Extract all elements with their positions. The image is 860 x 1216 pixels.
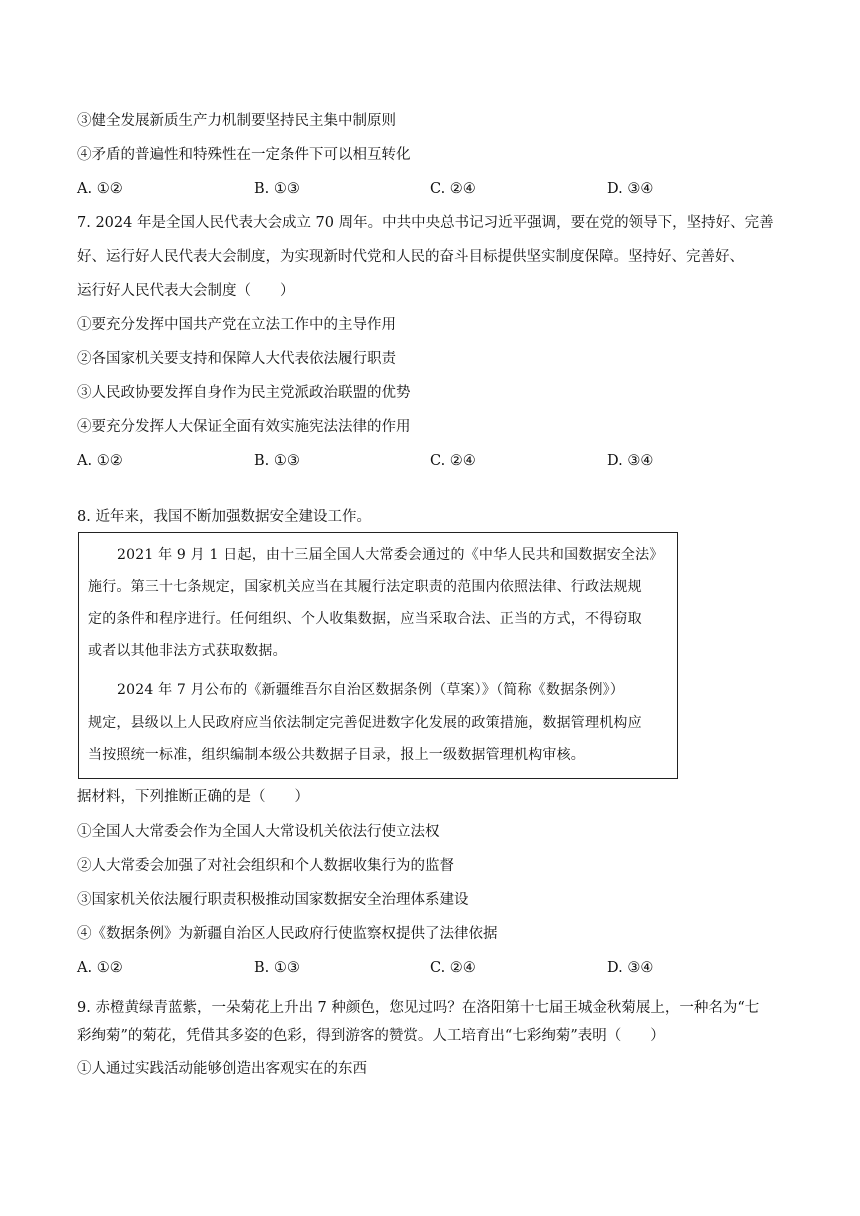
option-d: D. ③④ [607,960,654,976]
q8-question: 据材料，下列推断正确的是（ ） [77,789,309,805]
q8-item-4: ④《数据条例》为新疆自治区人民政府行使监察权提供了法律依据 [77,926,498,942]
option-b: B. ①③ [254,960,300,976]
material-para2-line1: 2024 年 7 月公布的《新疆维吾尔自治区数据条例（草案）》（简称《数据条例》） [117,682,625,698]
q7-item-4: ④要充分发挥人大保证全面有效实施宪法法律的作用 [77,419,411,435]
material-para1-line4: 或者以其他非法方式获取数据。 [88,643,287,659]
option-a: A. ①② [77,453,123,469]
q7-stem-line-1: 7. 2024 年是全国人民代表大会成立 70 周年。中共中央总书记习近平强调，要在党的领导下，坚持好、完善 [77,215,774,231]
q8-stem: 8. 近年来，我国不断加强数据安全建设工作。 [77,509,371,525]
option-a: A. ①② [77,181,123,197]
q6-item-4: ④矛盾的普遍性和特殊性在一定条件下可以相互转化 [77,147,411,163]
q8-item-2: ②人大常委会加强了对社会组织和个人数据收集行为的监督 [77,858,454,874]
q8-item-3: ③国家机关依法履行职责积极推动国家数据安全治理体系建设 [77,892,469,908]
option-d: D. ③④ [607,181,654,197]
material-para1-line3: 定的条件和程序进行。任何组织、个人收集数据，应当采取合法、正当的方式，不得窃取 [88,611,642,627]
q9-item-1: ①人通过实践活动能够创造出客观实在的东西 [77,1061,367,1077]
option-c: C. ②④ [430,181,476,197]
option-c: C. ②④ [430,960,476,976]
material-para2-line2: 规定，县级以上人民政府应当依法制定完善促进数字化发展的政策措施，数据管理机构应 [88,715,642,731]
q9-stem-line-2: 彩绚菊”的菊花，凭借其多姿的色彩，得到游客的赞赏。人工培育出“七彩绚菊”表明（ ） [77,1028,665,1044]
option-d: D. ③④ [607,453,654,469]
option-c: C. ②④ [430,453,476,469]
q7-stem-line-2: 好、运行好人民代表大会制度，为实现新时代党和人民的奋斗目标提供坚实制度保障。坚持好、完善好、 [77,249,744,265]
option-b: B. ①③ [254,453,300,469]
q9-stem-line-1: 9. 赤橙黄绿青蓝紫，一朵菊花上升出 7 种颜色，您见过吗？在洛阳第十七届王城金秋菊展上，一种名为“七 [77,1000,760,1016]
option-a: A. ①② [77,960,123,976]
material-para2-line3: 当按照统一标准，组织编制本级公共数据子目录，报上一级数据管理机构审核。 [88,747,585,763]
q8-item-1: ①全国人大常委会作为全国人大常设机关依法行使立法权 [77,824,440,840]
option-b: B. ①③ [254,181,300,197]
q7-item-1: ①要充分发挥中国共产党在立法工作中的主导作用 [77,317,396,333]
material-box [78,532,678,779]
q6-item-3: ③健全发展新质生产力机制要坚持民主集中制原则 [77,113,396,129]
material-para1-line1: 2021 年 9 月 1 日起，由十三届全国人大常委会通过的《中华人民共和国数据安全法》 [117,547,664,563]
q7-stem-line-3: 运行好人民代表大会制度（ ） [77,283,295,299]
q7-item-2: ②各国家机关要支持和保障人大代表依法履行职责 [77,351,396,367]
material-para1-line2: 施行。第三十七条规定，国家机关应当在其履行法定职责的范围内依照法律、行政法规规 [88,579,642,595]
q7-item-3: ③人民政协要发挥自身作为民主党派政治联盟的优势 [77,385,411,401]
